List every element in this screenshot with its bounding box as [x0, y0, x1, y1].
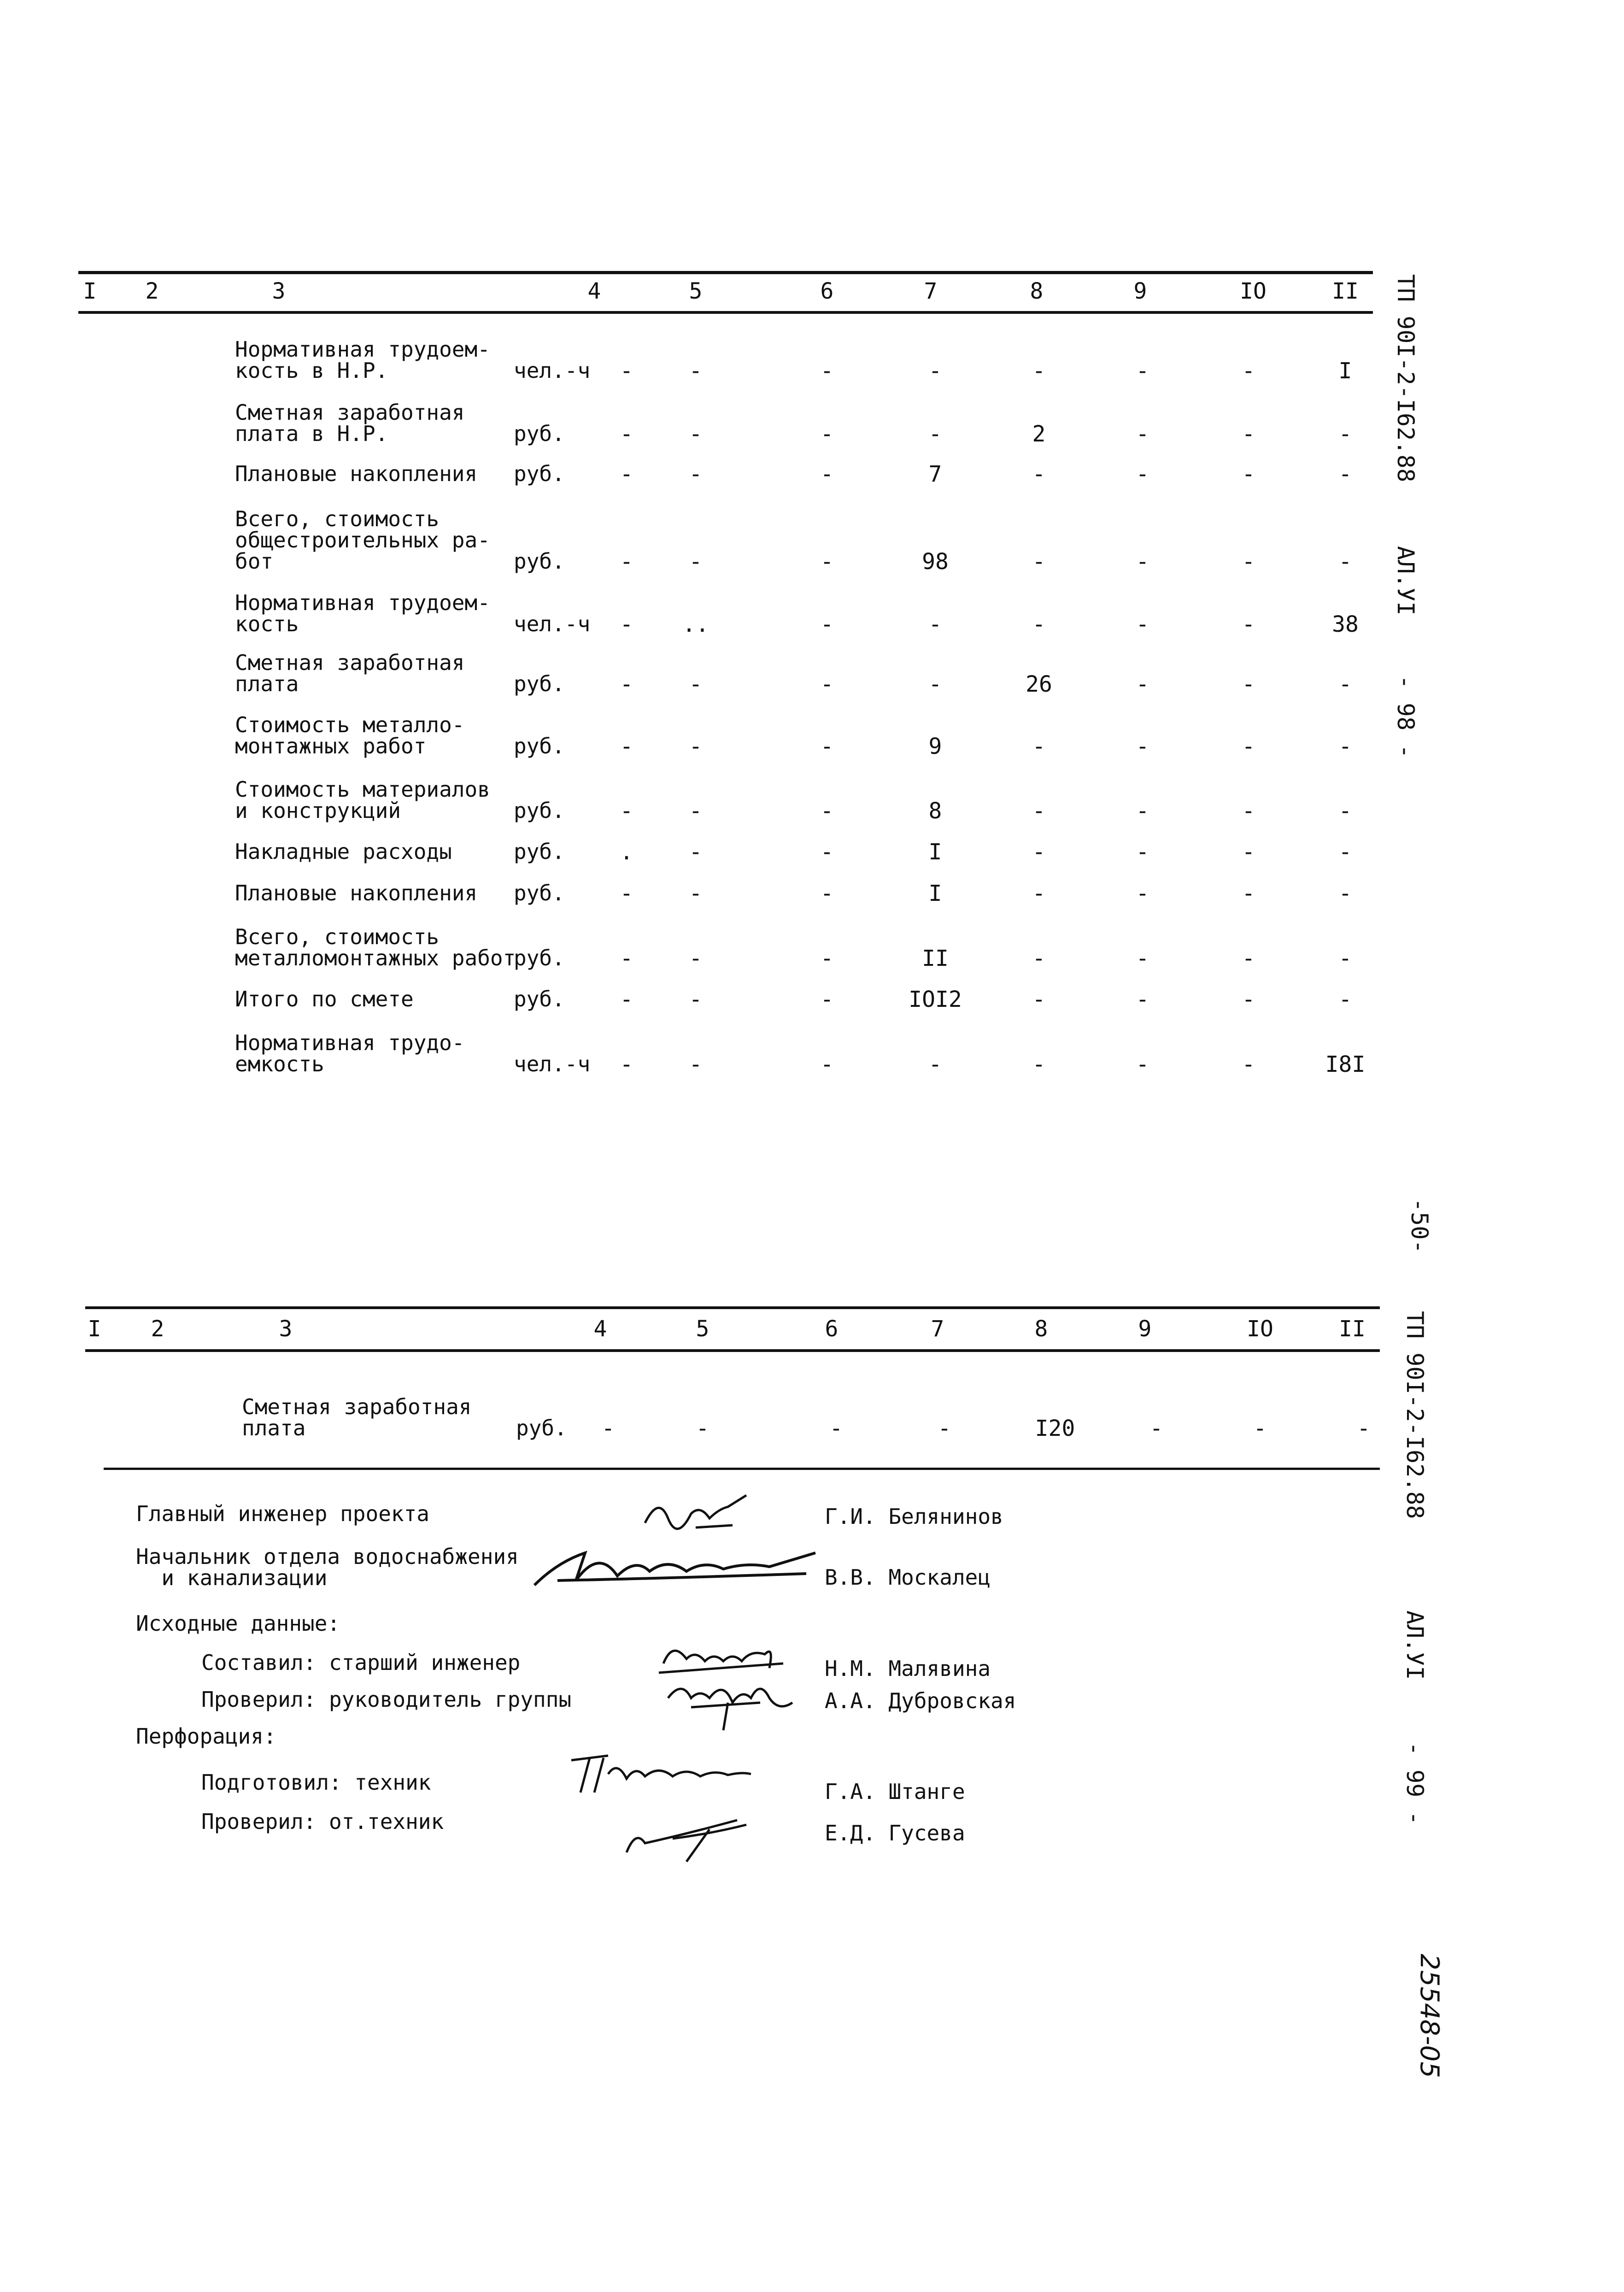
- chief-engineer-name: Г.И. Белянинов: [825, 1504, 1003, 1529]
- row-value-col-8: 2: [1032, 421, 1046, 447]
- col-9-header: 9: [1133, 278, 1147, 304]
- row-value-col-10: -: [1242, 987, 1255, 1012]
- compiled-role: Составил: старший инженер: [201, 1650, 521, 1675]
- row-value-col-6: -: [820, 461, 834, 487]
- row-label: Всего, стоимость металломонтажных работ: [235, 924, 516, 970]
- row-value-col-7: -: [928, 1052, 942, 1077]
- row-value-col-10: -: [1242, 1052, 1255, 1077]
- row-unit: руб.: [514, 987, 565, 1011]
- row-value-col-6: -: [820, 798, 834, 824]
- row-value-col-9: -: [1136, 881, 1149, 906]
- row-value-col-8: -: [1032, 1052, 1046, 1077]
- row-value-col-4: -: [620, 358, 633, 384]
- col-11-header: II: [1332, 278, 1359, 304]
- col-3-header: 3: [272, 278, 286, 304]
- row-label: Сметная заработная плата: [242, 1394, 472, 1440]
- table2-top-rule: [85, 1306, 1380, 1309]
- row-value-col-5: -: [689, 839, 703, 865]
- row-value-col-8: -: [1032, 611, 1046, 637]
- col-10-header: IO: [1247, 1316, 1273, 1342]
- side-bottom-page: - 99 -: [1401, 1742, 1428, 1825]
- row-value-col-7: -: [938, 1416, 951, 1441]
- row-value-col-9: -: [1136, 987, 1149, 1012]
- row-value-col-9: -: [1136, 358, 1149, 384]
- row-label: Нормативная трудо- емкость: [235, 1030, 465, 1076]
- row-unit: чел.-ч: [514, 1052, 591, 1076]
- signature-dubrovskaja: [654, 1670, 802, 1740]
- row-label: Плановые накопления: [235, 461, 478, 486]
- row-value-col-9: -: [1136, 671, 1149, 697]
- table1-header-rule: [78, 311, 1373, 314]
- row-value-col-10: -: [1242, 671, 1255, 697]
- row-value-col-8: -: [1032, 987, 1046, 1012]
- col-6-header: 6: [825, 1316, 838, 1342]
- row-value-col-10: -: [1242, 358, 1255, 384]
- row-value-col-11: I8I: [1325, 1052, 1366, 1077]
- row-value-col-4: -: [620, 461, 633, 487]
- dept-head-role: Начальник отдела водоснабжения и канализации: [136, 1544, 519, 1590]
- row-value-col-4: -: [620, 946, 633, 971]
- row-unit: руб.: [514, 881, 565, 905]
- row-value-col-5: -: [689, 881, 703, 906]
- col-8-header: 8: [1030, 278, 1044, 304]
- row-unit: руб.: [514, 549, 565, 574]
- table1-top-rule: [78, 271, 1373, 274]
- row-value-col-10: -: [1242, 798, 1255, 824]
- col-7-header: 7: [924, 278, 938, 304]
- row-value-col-9: -: [1136, 734, 1149, 759]
- sheet-number: -50-: [1406, 1198, 1433, 1254]
- dept-head-name: В.В. Москалец: [825, 1565, 991, 1590]
- row-value-col-8: -: [1032, 839, 1046, 865]
- row-value-col-4: -: [620, 1052, 633, 1077]
- row-value-col-8: -: [1032, 881, 1046, 906]
- row-value-col-11: -: [1338, 798, 1352, 824]
- row-value-col-11: -: [1338, 671, 1352, 697]
- row-value-col-10: -: [1253, 1416, 1267, 1441]
- signature-beljaninov: [640, 1486, 751, 1537]
- row-value-col-5: -: [689, 549, 703, 575]
- row-value-col-4: -: [620, 734, 633, 759]
- col-7-header: 7: [931, 1316, 944, 1342]
- row-unit: руб.: [514, 798, 565, 823]
- side-top-page: - 98 -: [1392, 675, 1419, 758]
- row-value-col-8: -: [1032, 734, 1046, 759]
- row-value-col-6: -: [820, 734, 834, 759]
- row-value-col-6: -: [829, 1416, 843, 1441]
- row-value-col-9: -: [1136, 549, 1149, 575]
- checked-name: А.А. Дубровская: [825, 1688, 1016, 1713]
- row-value-col-7: 98: [922, 549, 949, 575]
- row-label: Всего, стоимость общестроительных ра- бот: [235, 506, 490, 574]
- row-value-col-7: 9: [928, 734, 942, 759]
- row-unit: чел.-ч: [514, 611, 591, 636]
- row-value-col-4: -: [620, 549, 633, 575]
- checked2-role: Проверил: от.техник: [201, 1809, 444, 1834]
- row-value-col-11: -: [1338, 946, 1352, 971]
- row-value-col-9: -: [1136, 798, 1149, 824]
- row-value-col-7: -: [928, 358, 942, 384]
- row-value-col-9: -: [1136, 611, 1149, 637]
- row-value-col-8: -: [1032, 798, 1046, 824]
- row-value-col-10: -: [1242, 549, 1255, 575]
- row-unit: руб.: [514, 421, 565, 446]
- row-value-col-7: -: [928, 671, 942, 697]
- col-4-header: 4: [593, 1316, 607, 1342]
- table2-header-rule: [85, 1349, 1380, 1352]
- row-value-col-9: -: [1149, 1416, 1163, 1441]
- row-value-col-11: -: [1338, 839, 1352, 865]
- col-11-header: II: [1339, 1316, 1366, 1342]
- row-label: Сметная заработная плата: [235, 650, 465, 696]
- signature-guseva: [617, 1806, 756, 1866]
- row-label: Стоимость металло- монтажных работ: [235, 712, 465, 758]
- col-6-header: 6: [820, 278, 834, 304]
- row-value-col-9: -: [1136, 421, 1149, 447]
- row-value-col-6: -: [820, 839, 834, 865]
- col-2-header: 2: [145, 278, 159, 304]
- row-label: Нормативная трудоем- кость в Н.Р.: [235, 337, 490, 383]
- row-value-col-5: -: [689, 987, 703, 1012]
- row-unit: руб.: [514, 839, 565, 864]
- row-value-col-8: -: [1032, 461, 1046, 487]
- row-value-col-8: -: [1032, 358, 1046, 384]
- row-value-col-6: -: [820, 549, 834, 575]
- row-label: Стоимость материалов и конструкций: [235, 777, 490, 823]
- row-unit: чел.-ч: [514, 358, 591, 383]
- row-value-col-4: -: [620, 611, 633, 637]
- row-value-col-7: -: [928, 421, 942, 447]
- row-value-col-7: I: [928, 839, 942, 865]
- side-top-code: ТП 90I-2-I62.88: [1392, 274, 1419, 482]
- col-3-header: 3: [279, 1316, 293, 1342]
- row-value-col-7: 7: [928, 461, 942, 487]
- signature-shtange: [562, 1746, 756, 1802]
- side-bottom-album: АЛ.УI: [1401, 1610, 1428, 1680]
- row-value-col-5: -: [689, 461, 703, 487]
- row-value-col-11: -: [1338, 549, 1352, 575]
- row-value-col-6: -: [820, 1052, 834, 1077]
- col-9-header: 9: [1138, 1316, 1152, 1342]
- perforation-label: Перфорация:: [136, 1724, 276, 1749]
- row-value-col-5: -: [689, 946, 703, 971]
- row-value-col-5: ..: [682, 611, 709, 637]
- row-value-col-11: -: [1338, 734, 1352, 759]
- row-value-col-7: 8: [928, 798, 942, 824]
- side-bottom-code: ТП 90I-2-I62.88: [1401, 1311, 1428, 1519]
- row-value-col-6: -: [820, 358, 834, 384]
- signature-moskalec: [530, 1534, 825, 1594]
- row-value-col-10: -: [1242, 461, 1255, 487]
- row-value-col-9: -: [1136, 1052, 1149, 1077]
- row-value-col-5: -: [689, 421, 703, 447]
- row-value-col-6: -: [820, 881, 834, 906]
- row-value-col-8: -: [1032, 946, 1046, 971]
- row-value-col-7: II: [922, 946, 949, 971]
- row-value-col-4: -: [620, 671, 633, 697]
- row-value-col-5: -: [696, 1416, 709, 1441]
- row-unit: руб.: [514, 671, 565, 696]
- row-value-col-11: -: [1338, 881, 1352, 906]
- row-value-col-4: .: [620, 839, 633, 865]
- checked-role: Проверил: руководитель группы: [201, 1687, 572, 1712]
- row-value-col-6: -: [820, 946, 834, 971]
- col-10-header: IO: [1240, 278, 1266, 304]
- row-value-col-10: -: [1242, 946, 1255, 971]
- row-label: Накладные расходы: [235, 839, 452, 864]
- row-value-col-6: -: [820, 421, 834, 447]
- row-value-col-8: -: [1032, 549, 1046, 575]
- row-value-col-4: -: [601, 1416, 615, 1441]
- col-1-header: I: [88, 1316, 101, 1342]
- row-value-col-4: -: [620, 881, 633, 906]
- row-value-col-7: -: [928, 611, 942, 637]
- col-1-header: I: [83, 278, 97, 304]
- row-value-col-8: 26: [1026, 671, 1052, 697]
- checked2-name: Е.Д. Гусева: [825, 1821, 965, 1845]
- row-unit: руб.: [514, 734, 565, 758]
- row-value-col-4: -: [620, 987, 633, 1012]
- row-label: Плановые накопления: [235, 881, 478, 905]
- row-value-col-11: -: [1338, 461, 1352, 487]
- row-value-col-11: -: [1357, 1416, 1371, 1441]
- row-value-col-10: -: [1242, 839, 1255, 865]
- row-label: Нормативная трудоем- кость: [235, 590, 490, 636]
- row-value-col-9: -: [1136, 839, 1149, 865]
- row-value-col-11: I: [1338, 358, 1352, 384]
- row-value-col-6: -: [820, 671, 834, 697]
- row-value-col-4: -: [620, 421, 633, 447]
- row-value-col-7: IOI2: [909, 987, 962, 1012]
- row-unit: руб.: [516, 1416, 567, 1440]
- col-5-header: 5: [689, 278, 703, 304]
- row-unit: руб.: [514, 946, 565, 970]
- chief-engineer-role: Главный инженер проекта: [136, 1501, 429, 1526]
- side-top-album: АЛ.УI: [1392, 546, 1419, 616]
- compiled-name: Н.М. Малявина: [825, 1656, 991, 1681]
- row-label: Итого по смете: [235, 987, 414, 1011]
- source-data-label: Исходные данные:: [136, 1611, 340, 1636]
- row-label: Сметная заработная плата в Н.Р.: [235, 400, 465, 446]
- row-value-col-5: -: [689, 798, 703, 824]
- row-value-col-5: -: [689, 358, 703, 384]
- row-value-col-5: -: [689, 734, 703, 759]
- archive-number: 25548-05: [1414, 1954, 1444, 2078]
- row-value-col-11: 38: [1332, 611, 1359, 637]
- row-value-col-10: -: [1242, 611, 1255, 637]
- row-unit: руб.: [514, 461, 565, 486]
- col-8-header: 8: [1034, 1316, 1048, 1342]
- row-value-col-11: -: [1338, 987, 1352, 1012]
- row-value-col-4: -: [620, 798, 633, 824]
- table2-bottom-rule: [104, 1468, 1380, 1470]
- prepared-name: Г.А. Штанге: [825, 1779, 965, 1804]
- row-value-col-7: I: [928, 881, 942, 906]
- col-5-header: 5: [696, 1316, 709, 1342]
- row-value-col-6: -: [820, 987, 834, 1012]
- col-2-header: 2: [151, 1316, 164, 1342]
- row-value-col-10: -: [1242, 881, 1255, 906]
- row-value-col-6: -: [820, 611, 834, 637]
- prepared-role: Подготовил: техник: [201, 1770, 431, 1795]
- col-4-header: 4: [587, 278, 601, 304]
- row-value-col-11: -: [1338, 421, 1352, 447]
- row-value-col-8: I20: [1035, 1416, 1075, 1441]
- row-value-col-5: -: [689, 671, 703, 697]
- row-value-col-5: -: [689, 1052, 703, 1077]
- row-value-col-9: -: [1136, 461, 1149, 487]
- row-value-col-9: -: [1136, 946, 1149, 971]
- row-value-col-10: -: [1242, 421, 1255, 447]
- row-value-col-10: -: [1242, 734, 1255, 759]
